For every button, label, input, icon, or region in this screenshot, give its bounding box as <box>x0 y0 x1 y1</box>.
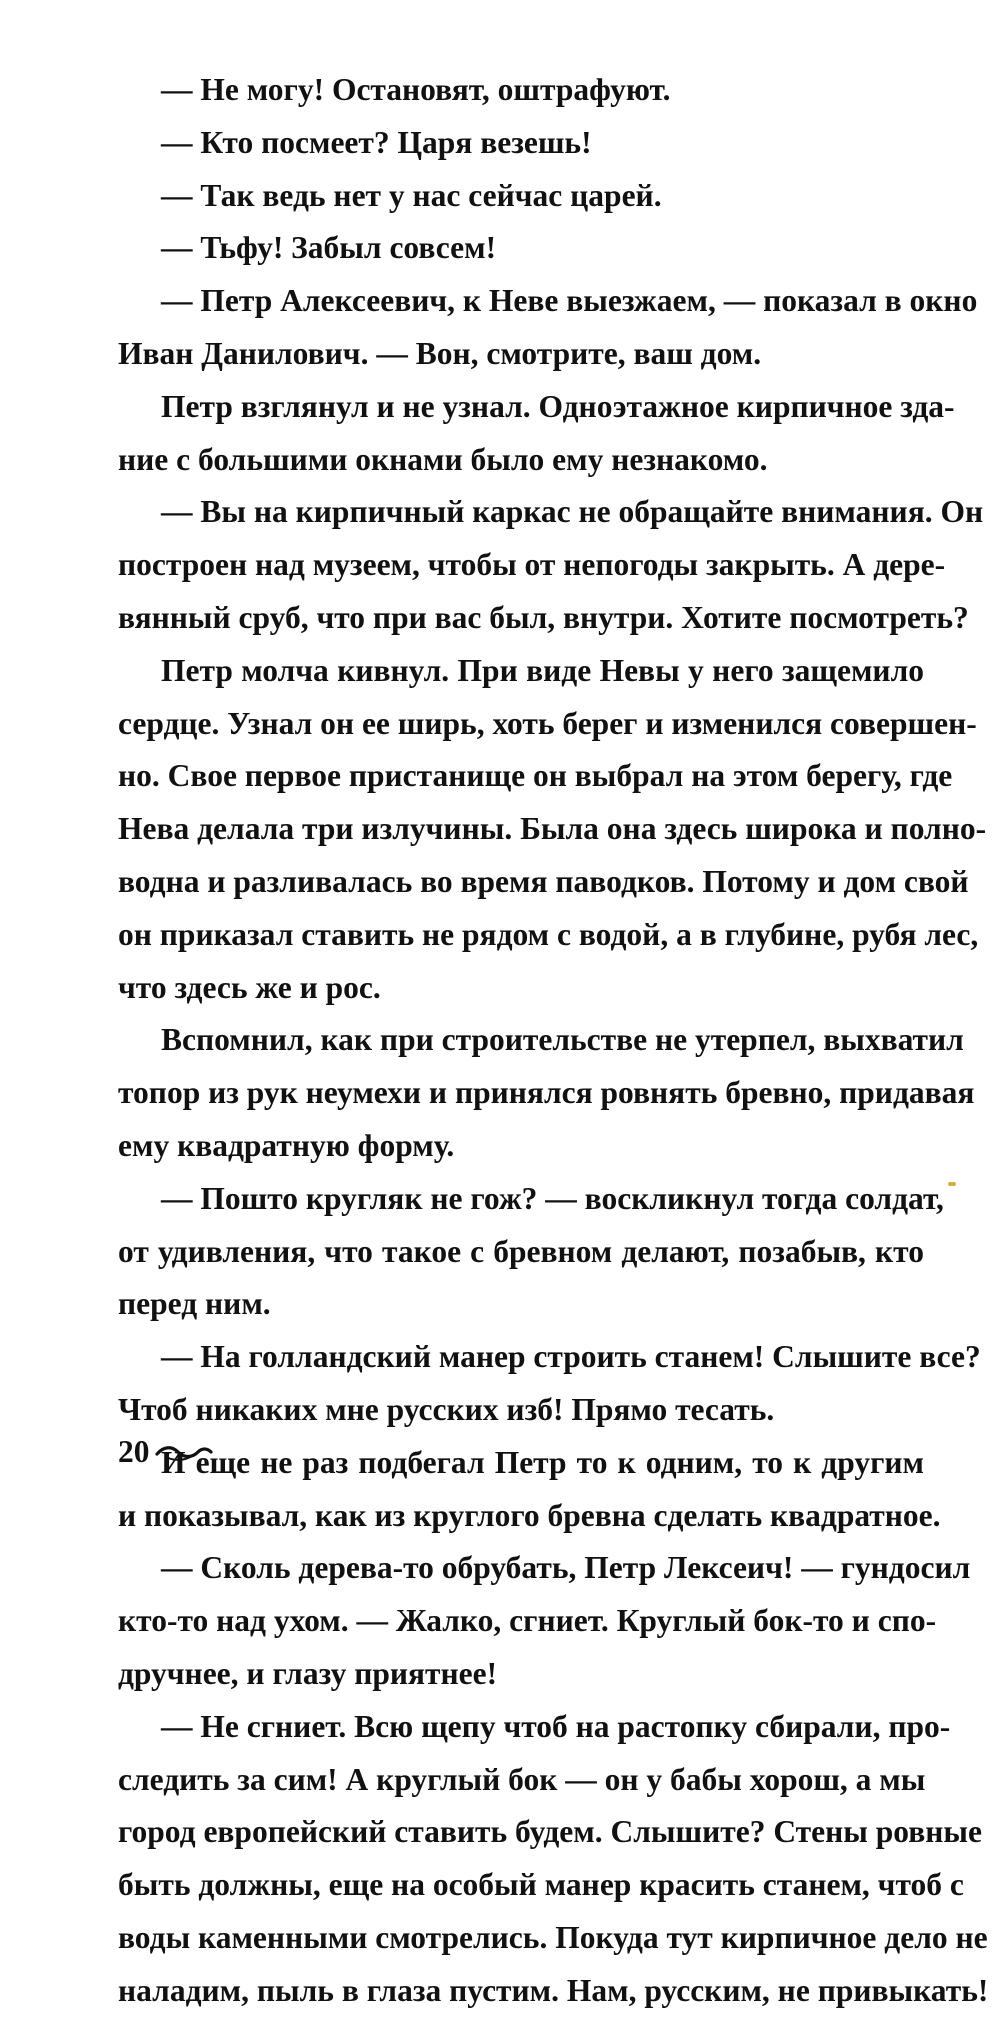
text-line: Чтоб никаких мне русских изб! Прямо тесать. <box>118 1391 775 1427</box>
text-line: и показывал, как из круглого бревна сделать квадратное. <box>118 1497 941 1533</box>
page-number: 20 <box>118 1434 150 1469</box>
text-line: — Сколь дерева-то обрубать, Петр Лексеич! — гундосил <box>161 1550 971 1586</box>
text-line: он приказал ставить не рядом с водой, а в глубине, рубя лес, <box>118 916 979 952</box>
body-text <box>118 64 989 2017</box>
text-line: — Тьфу! Забыл совсем! <box>161 230 497 266</box>
text-line: построен над музеем, чтобы от непогоды закрыть. А дере- <box>118 547 946 583</box>
text-line: Вспомнил, как при строительстве не утерпел, выхватил <box>161 1022 964 1058</box>
text-line: воды каменными смотрелись. Покуда тут кирпичное дело не <box>118 1919 988 1955</box>
text-line: город европейский ставить будем. Слышите? Стены ровные <box>118 1814 982 1850</box>
text-line: кто-то над ухом. — Жалко, сгниет. Круглый бок-то и спо- <box>118 1603 937 1639</box>
text-line: что здесь же и рос. <box>118 969 381 1005</box>
print-speck <box>948 1182 956 1186</box>
text-line: ему квадратную форму. <box>118 1127 455 1163</box>
page-footer <box>118 1430 214 1474</box>
text-line: — Пошто кругляк не гож? — воскликнул тогда солдат, <box>161 1180 944 1216</box>
text-line: — Вы на кирпичный каркас не обращайте внимания. Он <box>161 494 984 530</box>
text-line: Нева делала три излучины. Была она здесь широка и полно- <box>118 811 987 847</box>
text-line: сердце. Узнал он ее ширь, хоть берег и изменился совершен- <box>118 705 977 741</box>
text-line: топор из рук неумехи и принялся ровнять бревно, придавая <box>118 1075 975 1111</box>
text-line: И еще не раз подбегал Петр то к одним, то к другим <box>161 1444 924 1480</box>
text-line: дручнее, и глазу приятнее! <box>118 1655 498 1691</box>
text-line: — Петр Алексеевич, к Неве выезжаем, — показал в окно <box>161 283 978 319</box>
text-line: ние с большими окнами было ему незнакомо. <box>118 441 768 477</box>
text-line: — На голландский манер строить станем! Слышите все? <box>161 1339 981 1375</box>
swash-ornament-icon <box>154 1436 214 1472</box>
text-line: — Не сгниет. Всю щепу чтоб на растопку сбирали, про- <box>161 1708 951 1744</box>
text-line: — Так ведь нет у нас сейчас царей. <box>161 177 662 213</box>
text-line: Иван Данилович. — Вон, смотрите, ваш дом. <box>118 335 762 371</box>
text-line: вянный сруб, что при вас был, внутри. Хотите посмотреть? <box>118 599 969 635</box>
text-line: следить за сим! А круглый бок — он у бабы хорош, а мы <box>118 1761 926 1797</box>
text-line: — Кто посмеет? Царя везешь! <box>161 124 592 160</box>
text-line: водна и разливалась во время паводков. Потому и дом свой <box>118 863 969 899</box>
text-line: Петр взглянул и не узнал. Одноэтажное кирпичное зда- <box>161 388 955 424</box>
text-line: наладим, пыль в глаза пустим. Нам, русским, не привыкать! <box>118 1972 989 2008</box>
text-line: от удивления, что такое с бревном делают, позабыв, кто <box>118 1233 924 1269</box>
text-line: Петр молча кивнул. При виде Невы у него защемило <box>161 652 924 688</box>
text-line: но. Свое первое пристанище он выбрал на этом берегу, где <box>118 758 953 794</box>
text-line: — Не могу! Остановят, оштрафуют. <box>161 72 671 107</box>
text-line: быть должны, еще на особый манер красить станем, чтоб с <box>118 1867 964 1903</box>
text-line: перед ним. <box>118 1286 271 1322</box>
